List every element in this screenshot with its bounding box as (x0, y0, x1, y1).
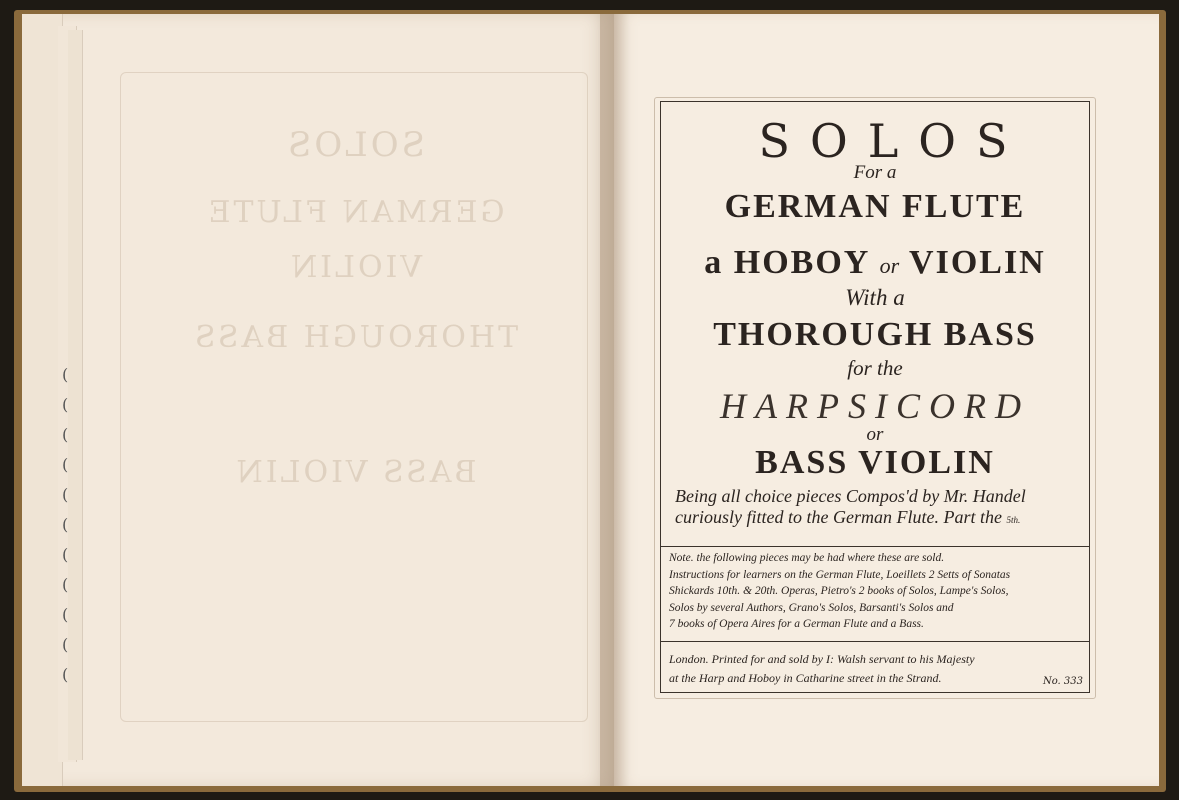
title-hoboy: a HOBOY (704, 244, 870, 281)
show-through-text: VIOLIN (287, 250, 423, 285)
note-line: Solos by several Authors, Grano's Solos, Barsanti's Solos and (669, 601, 954, 614)
page-leaf (22, 14, 63, 786)
title-german-flute: GERMAN FLUTE (724, 188, 1026, 225)
title-thorough-bass: THOROUGH BASS (713, 316, 1037, 353)
imprint-line: London. Printed for and sold by I: Walsh servant to his Majesty (669, 652, 975, 666)
title-or-2: or (866, 424, 884, 445)
book-gutter (600, 14, 630, 786)
title-for-the: for the (847, 356, 903, 380)
note-line: Note. the following pieces may be had where these are sold. (669, 552, 945, 564)
title-solos: SOLOS (758, 114, 1028, 168)
show-through-text: SOLOS (285, 125, 425, 165)
note-line: 7 books of Opera Aires for a German Flute and a Bass. (669, 618, 924, 630)
note-line: Shickards 10th. & 20th. Operas, Pietro's 2 books of Solos, Lampe's Solos, (669, 585, 1009, 597)
advertisement-note (665, 550, 1083, 633)
imprint (665, 650, 1083, 688)
plate-mark-ghost (120, 72, 588, 722)
bleed-through-marks: ( ( ( ( ( ( ( ( ( ( ( (62, 365, 69, 684)
description-line-2 (675, 507, 1085, 531)
title-harpsicord: HARPSICORD (720, 386, 1030, 426)
show-through-text: THOROUGH BASS (191, 320, 519, 355)
title-bass-violin: BASS VIOLIN (755, 444, 995, 481)
description-line-1: Being all choice pieces Compos'd by Mr. Handel (675, 486, 1026, 506)
imprint-line: at the Harp and Hoboy in Catharine street in the Strand. (669, 671, 942, 685)
note-line: Instructions for learners on the German Flute, Loeillets 2 Setts of Sonatas (669, 568, 1011, 581)
title-violin: VIOLIN (909, 244, 1046, 281)
show-through-text: BASS VIOLIN (233, 455, 477, 490)
pencil-shelfmark (1132, 28, 1136, 41)
description-line-2-text: curiously fitted to the German Flute. Part the (675, 507, 1002, 527)
part-number: 5th. (1006, 515, 1021, 525)
title-hoboy-violin (661, 244, 1089, 282)
plate-number: No. 333 (1042, 676, 1083, 687)
divider-rule (661, 641, 1089, 642)
divider-rule (661, 546, 1089, 547)
title-description (675, 486, 1085, 531)
title-with-a: With a (845, 285, 905, 310)
title-or: or (879, 253, 900, 278)
title-frame (660, 101, 1090, 693)
title-for-a: For a (853, 162, 897, 183)
show-through-text: GERMAN FLUTE (205, 195, 505, 230)
